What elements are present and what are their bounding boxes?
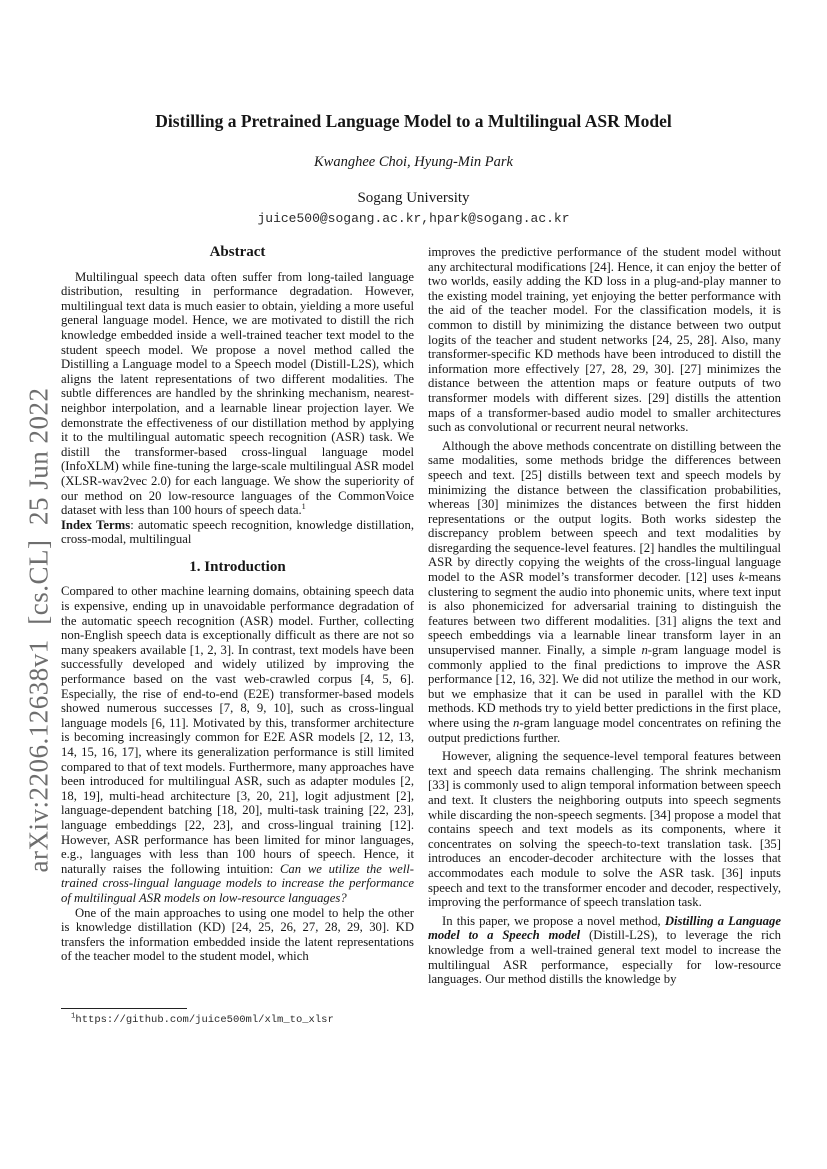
intro-paragraph-2: One of the main approaches to using one model to help the other is knowledge distillation (KD) [24, 25, 26, 27, 28, 29, 30]. KD transfers the information embedded inside the latent representations of the teacher model to the student model, which	[61, 905, 414, 964]
footnote-url[interactable]: https://github.com/juice500ml/xlm_to_xlsr	[75, 1014, 334, 1026]
paper-title: Distilling a Pretrained Language Model to a Multilingual ASR Model	[155, 111, 672, 131]
arxiv-banner: arXiv:2206.12638v1 [cs.CL] 25 Jun 2022	[23, 387, 54, 873]
left-column	[61, 245, 414, 964]
abstract-paragraph: Multilingual speech data often suffer from long-tailed language distribution, resulting in performance degradation. However, multilingual text data is much easier to obtain, yielding a more useful general language model. Hence, we are motivated to distill the rich knowledge embedded inside a well-trained teacher text model to the student speech model. We propose a novel method called the Distilling a Language model to a Speech model (Distill-L2S), which aligns the latent representations of two different modalities. The subtle differences are handled by the shrinking mechanism, nearest-neighbor interpolation, and a learnable linear projection layer. We demonstrate the effectiveness of our distillation method by applying it to the multilingual automatic speech recognition (ASR) task. We distill the transformer-based cross-lingual language model (InfoXLM) while fine-tuning the large-scale multilingual ASR model (XLSR-wav2vec 2.0) for each language. We show the superiority of our method on 20 low-resource languages of the CommonVoice dataset with less than 100 hours of speech data.$^1$	[61, 269, 414, 518]
abstract-heading: Abstract	[209, 244, 266, 260]
right-paragraph-2: Although the above methods concentrate on distilling between the same modalities, some methods bridge the differences between speech and text. [25] distills between text and speech models by minimizing the distance between the classification probabilities, whereas [30] minimizes the distances between the first hidden representations or the output logits. Both works sidestep the discrepancy problem between speech and text modalities by disregarding the sequence-level features. [2] handles the multilingual ASR by directly copying the weights of the cross-lingual language model to the ASR model’s transformer decoder. [12] uses k-means clustering to segment the audio into phonemic units, where text input is also phonemicized for adversarial training to distinguish the features between two different modalities. [31] aligns the text and speech embeddings via a learnable linear transform layer in an unsupervised manner. Finally, a simple n-gram language model is commonly applied to the final predictions to improve the ASR performance [12, 16, 32]. We did not utilize the method in our work, but we emphasize that it can be used in parallel with the KD methods. KD methods try to yield better predictions in the first place, where using the n-gram language model concentrates on refining the output predictions further.	[428, 438, 781, 745]
footnote-rule	[61, 1008, 187, 1009]
paper-header	[0, 0, 827, 226]
right-paragraph-1: improves the predictive performance of the student model without any architectural modifications [24]. Hence, it can enjoy the better of two worlds, easily adding the KD loss in a plug-and-play manner to the existing model training, yet enjoying the better performance with the aid of the teacher model. For the classification models, it is common to distill by minimizing the distance between two output logits of the teacher and student networks [24, 25, 28]. Also, many transformer-specific KD methods have been introduced to distill the information more effectively [27, 28, 29, 30]. [27] minimizes the distance between the attention maps or feature outputs of two transformer models with different sizes. [29] distills the attention maps of a transformer-based audio model to smaller architectures such as convolutional or recurrent neural networks.	[428, 245, 781, 435]
right-paragraph-3: However, aligning the sequence-level temporal features between text and speech data remains challenging. The shrink mechanism [33] is commonly used to align temporal information between speech and text. It clusters the neighboring outputs into speech segments while discarding the non-speech segments. [34] propose a model that contains speech and text models as its components, where it concentrates on solving the speech-to-text translation task. [35] introduces an encoder-decoder architecture with the losses that accommodates each module to solve the ASR task. [36] inputs speech and text to the transformer encoder and decoder, respectively, improving the performance of speech translation task.	[428, 749, 781, 910]
right-paragraph-4: In this paper, we propose a novel method, Distilling a Language model to a Speech model (Distill-L2S), to leverage the rich knowledge from a well-trained general text model to increase the multilingual ASR performance, especially for low-resource languages. Our method distills the knowledge by	[428, 913, 781, 987]
paper-authors: Kwanghee Choi, Hyung-Min Park	[314, 154, 513, 170]
paper-author-emails: juice500@sogang.ac.kr,hpark@sogang.ac.kr	[257, 211, 570, 226]
intro-paragraph-1: Compared to other machine learning domains, obtaining speech data is expensive, ending up in unavoidable performance degradation of the automatic speech recognition (ASR) model. Further, collecting non-English speech data is exceptionally difficult as there are not so many speakers available [1, 2, 3]. In contrast, text models have been successfully developed and widely utilized by improving the performance based on the vast web-crawled corpus [4, 5, 6]. Especially, the rise of end-to-end (E2E) transformer-based models showed numerous successes [7, 8, 9, 10], such as cross-lingual language models [6, 11]. Motivated by this, transformer architecture is becoming increasingly common for E2E ASR models [2, 12, 13, 14, 15, 16, 17], where its generalization performance is still limited compared to that of text models. Furthermore, many approaches have been introduced for multilingual ASR, such as adapter modules [2, 18, 19], multi-head architecture [3, 20, 21], logit adjustment [2], language-dependent batching [18, 20], multi-task training [22, 23], language embeddings [22, 23], and cross-lingual training [12]. However, ASR performance has been limited for minor languages, e.g., languages with less than 100 hours of speech. Hence, it naturally raises the following intuition: Can we utilize the well-trained cross-lingual language models to increase the performance of multilingual ASR models on low-resource languages?	[61, 584, 414, 905]
paper-affiliation: Sogang University	[357, 190, 470, 206]
introduction-heading: 1. Introduction	[189, 558, 286, 575]
footnote	[61, 1008, 414, 1026]
footnote-marker: 1	[71, 1012, 76, 1021]
right-column	[428, 245, 781, 987]
footnote-text	[61, 1014, 414, 1026]
index-terms-line: Index Terms: automatic speech recognition, knowledge distillation, cross-modal, multilingual	[61, 517, 414, 547]
